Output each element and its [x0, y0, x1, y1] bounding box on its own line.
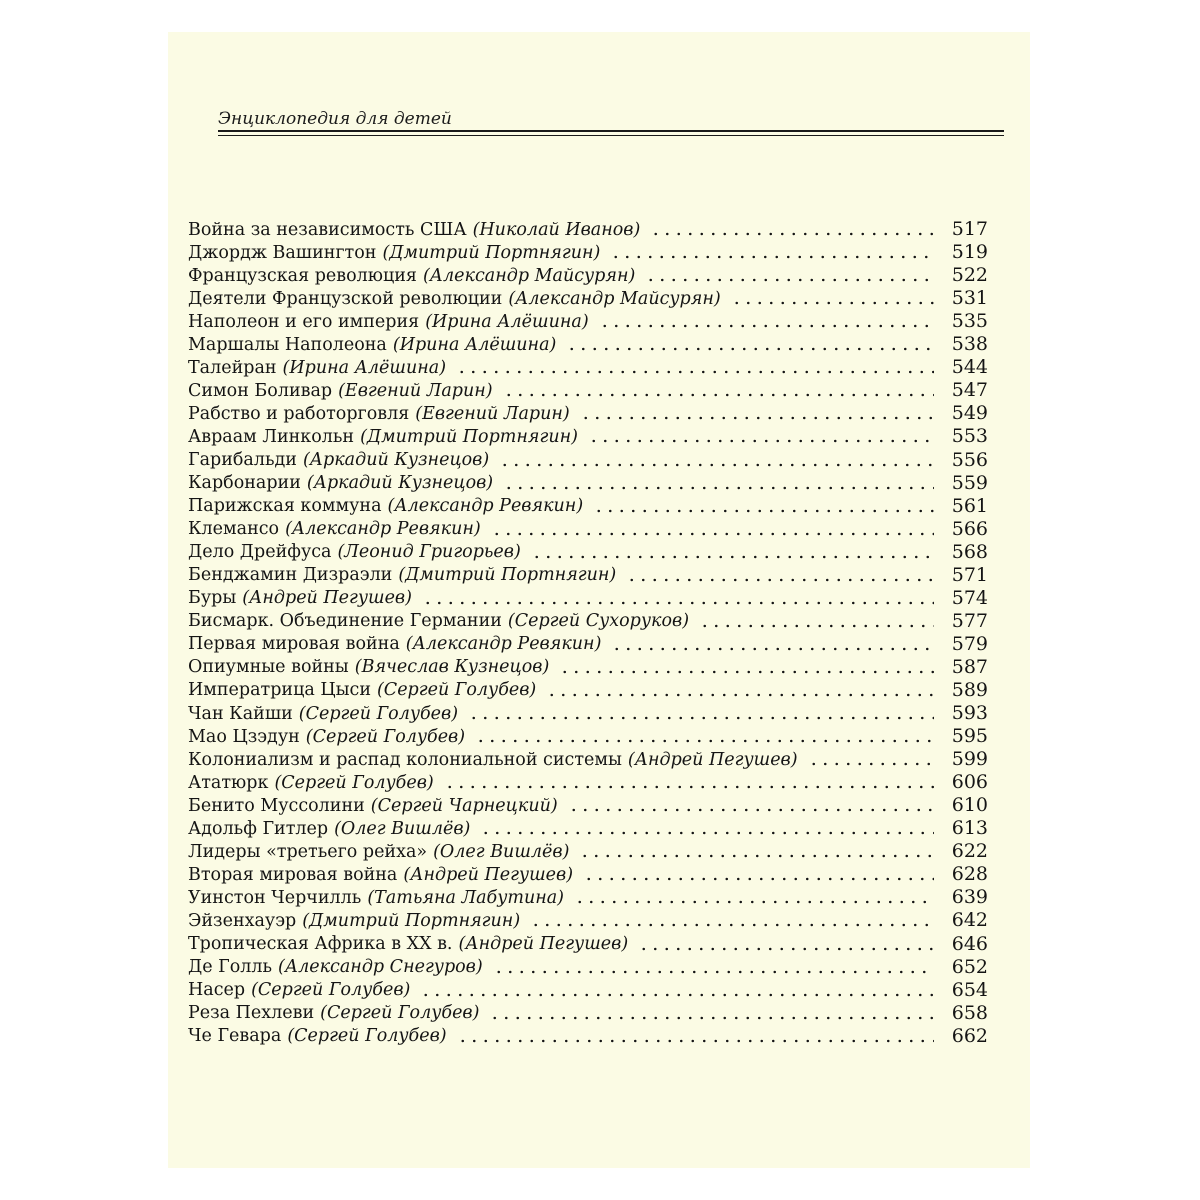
table-of-contents	[188, 216, 988, 1046]
toc-entry-author: (Сергей Голубев)	[298, 703, 459, 724]
toc-entry-page-number: 646	[951, 932, 988, 955]
toc-entry-title: Бисмарк. Объединение Германии	[188, 611, 502, 632]
toc-entry-title: Опиумные войны	[188, 657, 349, 678]
toc-entry	[188, 1000, 988, 1023]
toc-entry-author: (Сергей Голубев)	[287, 1026, 447, 1047]
toc-entry	[188, 884, 988, 907]
toc-entry-title: Колониализм и распад колониальной системы	[188, 749, 622, 770]
toc-entry-author: (Татьяна Лабутина)	[367, 887, 564, 908]
header-rule-thin	[218, 135, 1004, 136]
toc-entry-author: (Аркадий Кузнецов)	[306, 473, 494, 494]
dot-leader	[699, 614, 934, 628]
toc-entry-page-number: 556	[951, 448, 988, 471]
toc-entry	[188, 746, 988, 769]
toc-entry-page-number: 622	[951, 840, 988, 863]
dot-leader	[580, 406, 934, 420]
toc-entry	[188, 815, 988, 838]
dot-leader	[588, 429, 934, 443]
toc-entry	[188, 308, 988, 331]
toc-entry-author: (Сергей Голубев)	[305, 726, 466, 747]
toc-entry-page-number: 662	[951, 1024, 988, 1047]
toc-entry	[188, 493, 988, 516]
toc-entry-page-number: 579	[951, 632, 988, 655]
toc-entry	[188, 631, 988, 654]
toc-entry-page-number: 531	[951, 287, 988, 310]
toc-entry	[188, 907, 988, 930]
toc-entry-page-number: 571	[951, 563, 988, 586]
toc-entry-page-number: 610	[951, 794, 988, 817]
toc-entry-author: (Леонид Григорьев)	[337, 542, 521, 563]
toc-entry-author: (Ирина Алёшина)	[425, 311, 589, 332]
dot-leader	[645, 268, 934, 282]
toc-entry	[188, 769, 988, 792]
toc-entry-title: Тропическая Африка в XX в.	[188, 934, 453, 954]
toc-entry-page-number: 589	[951, 678, 988, 701]
toc-entry	[188, 977, 988, 1000]
dot-leader	[489, 1006, 934, 1020]
dot-leader	[559, 660, 934, 674]
toc-entry-author: (Дмитрий Портнягин)	[398, 565, 617, 586]
dot-leader	[650, 222, 934, 236]
toc-entry	[188, 354, 988, 377]
dot-leader	[475, 729, 934, 743]
toc-entry-title: Реза Пехлеви	[188, 1003, 315, 1024]
toc-entry-title: Бенджамин Дизраэли	[188, 565, 393, 586]
toc-entry-author: (Сергей Голубев)	[376, 680, 537, 701]
dot-leader	[499, 453, 934, 467]
toc-entry-title: Уинстон Черчилль	[188, 887, 362, 908]
dot-leader	[579, 844, 934, 858]
toc-entry	[188, 285, 988, 308]
toc-entry-author: (Олег Вишлёв)	[334, 818, 471, 839]
toc-entry-title: Мао Цзэдун	[188, 726, 300, 747]
toc-entry-author: (Александр Майсурян)	[422, 265, 636, 286]
dot-leader	[583, 867, 934, 881]
book-page	[168, 32, 1030, 1168]
toc-entry-author: (Сергей Сухоруков)	[507, 611, 690, 632]
toc-entry-page-number: 553	[951, 425, 988, 448]
toc-entry	[188, 216, 988, 239]
toc-entry	[188, 930, 988, 953]
toc-entry	[188, 470, 988, 493]
toc-entry	[188, 400, 988, 423]
toc-entry-author: (Андрей Пегушев)	[403, 864, 574, 885]
dot-leader	[731, 291, 934, 305]
toc-entry-title: Джордж Вашингтон	[188, 242, 377, 263]
dot-leader	[503, 383, 934, 397]
toc-entry-author: (Сергей Голубев)	[320, 1003, 480, 1024]
toc-entry	[188, 539, 988, 562]
toc-entry-title: Насер	[188, 980, 246, 1001]
toc-entry	[188, 585, 988, 608]
toc-entry-author: (Сергей Голубев)	[251, 980, 411, 1001]
toc-entry	[188, 838, 988, 861]
dot-leader	[480, 821, 934, 835]
toc-entry-author: (Дмитрий Портнягин)	[360, 426, 578, 447]
toc-entry-title: Война за независимость США	[188, 219, 467, 240]
toc-entry-title: Дело Дрейфуса	[188, 542, 332, 563]
dot-leader	[611, 637, 934, 651]
toc-entry-page-number: 538	[951, 333, 988, 356]
dot-leader	[491, 522, 934, 536]
toc-entry-author: (Ирина Алёшина)	[392, 334, 557, 355]
toc-entry-title: Французская революция	[188, 265, 417, 286]
toc-entry-page-number: 599	[951, 748, 988, 771]
toc-entry-page-number: 642	[951, 909, 988, 932]
dot-leader	[574, 890, 934, 904]
toc-entry-page-number: 658	[951, 1001, 988, 1024]
toc-entry	[188, 239, 988, 262]
toc-entry-author: (Александр Ревякин)	[285, 519, 481, 540]
toc-entry-page-number: 559	[951, 471, 988, 494]
toc-entry	[188, 1023, 988, 1046]
toc-entry	[188, 861, 988, 884]
toc-entry-page-number: 544	[951, 356, 988, 379]
toc-entry-title: Карбонарии	[188, 473, 301, 494]
toc-entry-title: Наполеон и его империя	[188, 311, 420, 332]
toc-entry-title: Адольф Гитлер	[188, 818, 329, 839]
dot-leader	[599, 314, 934, 328]
toc-entry	[188, 562, 988, 585]
toc-entry	[188, 723, 988, 746]
toc-entry	[188, 331, 988, 354]
toc-entry-title: Гарибальди	[188, 450, 297, 471]
toc-entry-page-number: 519	[951, 241, 988, 264]
toc-entry-title: Клемансо	[188, 519, 280, 540]
toc-entry-author: (Андрей Пегушев)	[242, 588, 412, 609]
toc-entry	[188, 677, 988, 700]
dot-leader	[456, 360, 934, 374]
toc-entry-author: (Евгений Ларин)	[338, 380, 493, 401]
dot-leader	[626, 568, 934, 582]
toc-entry	[188, 516, 988, 539]
toc-entry-title: Бенито Муссолини	[188, 795, 365, 816]
dot-leader	[531, 545, 934, 559]
toc-entry-title: Чан Кайши	[188, 703, 293, 724]
dot-leader	[457, 1029, 934, 1043]
toc-entry	[188, 654, 988, 677]
toc-entry-author: (Ирина Алёшина)	[282, 357, 447, 378]
toc-entry-page-number: 566	[951, 517, 988, 540]
dot-leader	[610, 245, 934, 259]
toc-entry-author: (Николай Иванов)	[472, 219, 641, 240]
toc-entry-title: Ататюрк	[188, 772, 269, 793]
toc-entry-page-number: 574	[951, 586, 988, 609]
toc-entry	[188, 608, 988, 631]
toc-entry-page-number: 522	[951, 264, 988, 287]
toc-entry-page-number: 654	[951, 978, 988, 1001]
toc-entry-page-number: 561	[951, 494, 988, 517]
toc-entry-author: (Дмитрий Портнягин)	[302, 910, 521, 931]
dot-leader	[568, 798, 934, 812]
toc-entry-title: Деятели Французской революции	[188, 288, 503, 309]
toc-entry-title: Авраам Линкольн	[188, 426, 355, 447]
toc-entry-author: (Вячеслав Кузнецов)	[354, 657, 550, 678]
toc-entry	[188, 792, 988, 815]
toc-entry-author: (Александр Снегуров)	[278, 957, 483, 978]
toc-entry	[188, 377, 988, 400]
toc-entry-page-number: 593	[951, 702, 988, 725]
toc-entry-author: (Андрей Пегушев)	[627, 749, 798, 770]
toc-entry-page-number: 606	[951, 771, 988, 794]
toc-entry-author: (Андрей Пегушев)	[458, 934, 629, 954]
header-rule-thick	[218, 130, 1004, 132]
toc-entry	[188, 262, 988, 285]
toc-entry-page-number: 535	[951, 310, 988, 333]
toc-entry	[188, 446, 988, 469]
dot-leader	[420, 983, 934, 997]
toc-entry-title: Маршалы Наполеона	[188, 334, 387, 355]
dot-leader	[546, 683, 934, 697]
toc-entry-title: Лидеры «третьего рейха»	[188, 841, 428, 862]
dot-leader	[808, 752, 934, 766]
toc-entry-page-number: 652	[951, 955, 988, 978]
toc-entry-page-number: 639	[951, 886, 988, 909]
toc-entry-title: Первая мировая война	[188, 634, 400, 655]
toc-entry-author: (Евгений Ларин)	[415, 403, 570, 424]
toc-entry-author: (Сергей Голубев)	[274, 772, 434, 793]
toc-entry-page-number: 595	[951, 725, 988, 748]
toc-entry-author: (Александр Ревякин)	[387, 496, 584, 517]
dot-leader	[422, 591, 934, 605]
toc-entry-title: Де Голль	[188, 957, 273, 978]
dot-leader	[638, 937, 934, 951]
dot-leader	[444, 775, 934, 789]
toc-entry-title: Че Гевара	[188, 1026, 282, 1047]
dot-leader	[493, 960, 934, 974]
toc-entry-page-number: 577	[951, 609, 988, 632]
toc-entry-title: Симон Боливар	[188, 380, 333, 401]
toc-entry	[188, 700, 988, 723]
running-header: Энциклопедия для детей	[218, 109, 452, 129]
toc-entry-title: Талейран	[188, 357, 277, 378]
toc-entry-page-number: 628	[951, 863, 988, 886]
toc-entry-author: (Сергей Чарнецкий)	[370, 795, 558, 816]
toc-entry-author: (Александр Ревякин)	[405, 634, 602, 655]
dot-leader	[566, 337, 934, 351]
toc-entry-author: (Александр Майсурян)	[508, 288, 721, 309]
toc-entry-title: Буры	[188, 588, 237, 609]
toc-entry-title: Эйзенхауэр	[188, 910, 297, 931]
toc-entry-title: Императрица Цыси	[188, 680, 371, 701]
toc-entry-page-number: 517	[951, 218, 988, 241]
toc-entry-title: Вторая мировая война	[188, 864, 398, 885]
toc-entry	[188, 954, 988, 977]
dot-leader	[593, 499, 934, 513]
toc-entry-page-number: 568	[951, 540, 988, 563]
dot-leader	[468, 706, 934, 720]
toc-entry	[188, 423, 988, 446]
dot-leader	[530, 913, 934, 927]
toc-entry-author: (Олег Вишлёв)	[433, 841, 570, 862]
toc-entry-author: (Аркадий Кузнецов)	[302, 450, 490, 471]
toc-entry-title: Парижская коммуна	[188, 496, 382, 517]
toc-entry-page-number: 549	[951, 402, 988, 425]
dot-leader	[503, 476, 934, 490]
toc-entry-page-number: 613	[951, 817, 988, 840]
toc-entry-page-number: 547	[951, 379, 988, 402]
toc-entry-title: Рабство и работорговля	[188, 403, 410, 424]
toc-entry-page-number: 587	[951, 655, 988, 678]
toc-entry-author: (Дмитрий Портнягин)	[382, 242, 601, 263]
